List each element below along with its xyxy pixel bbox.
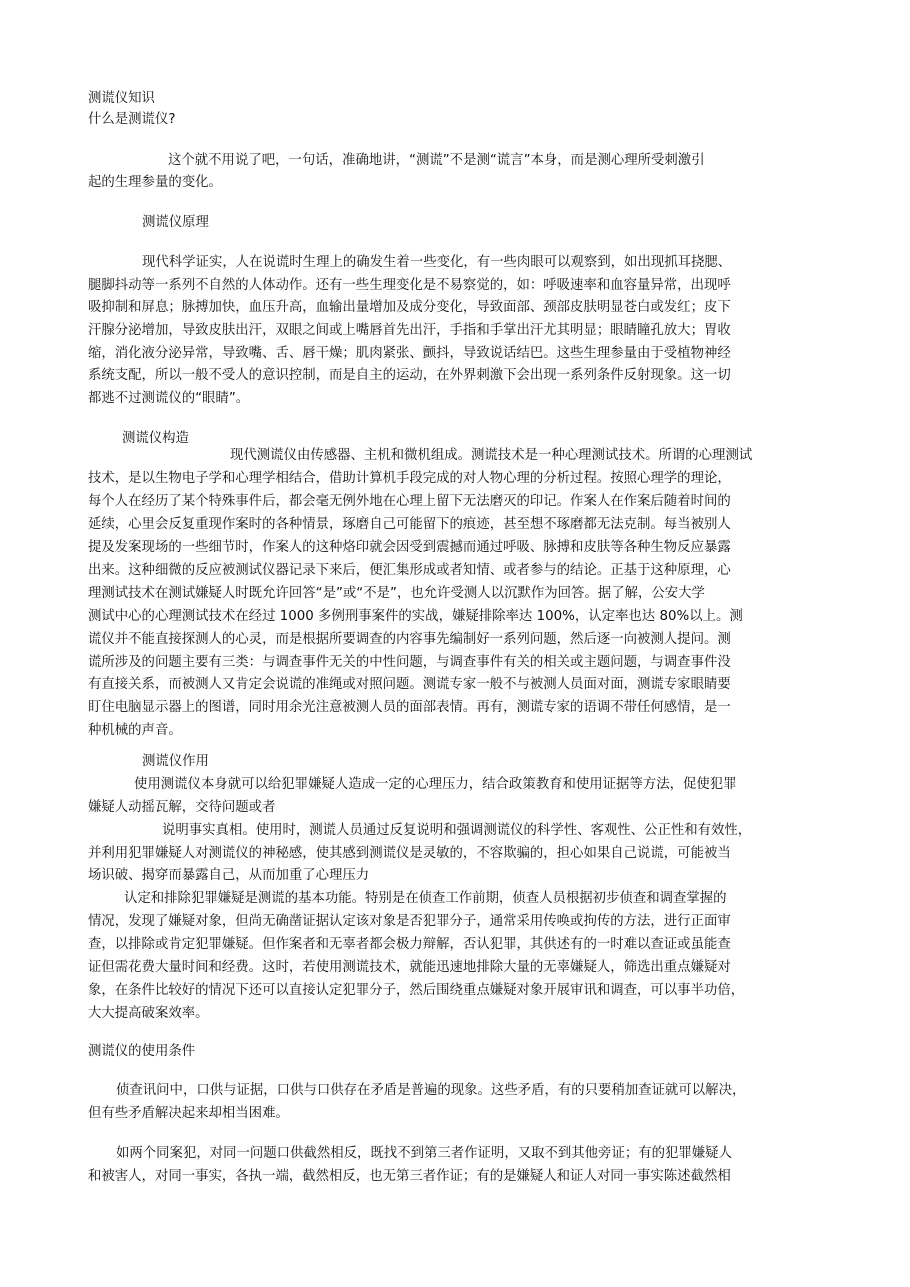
text-line: 场识破、揭穿而暴露自己，从而加重了心理压力 <box>88 868 370 883</box>
section-heading-principle: 测谎仪原理 <box>142 215 209 230</box>
text-line: 如两个同案犯，对同一问题口供截然相反，既找不到第三者作证明，又取不到其他旁证；有的犯罪嫌疑人 <box>116 1146 732 1161</box>
text-line: 侦查讯问中，口供与证据，口供与口供存在矛盾是普遍的现象。这些矛盾，有的只要稍加查证就可以解决， <box>116 1083 746 1098</box>
text-line: 有直接关系，而被测人又肯定会说谎的准绳或对照问题。测谎专家一般不与被测人员面对面，测谎专家眼睛要 <box>88 677 731 692</box>
text-line: 种机械的声音。 <box>88 723 182 738</box>
section-heading-conditions: 测谎仪的使用条件 <box>88 1044 196 1059</box>
text-line: 象，在条件比较好的情况下还可以直接认定犯罪分子，然后围绕重点嫌疑对象开展审讯和调查，可以事半功倍， <box>88 983 745 998</box>
text-line: 并利用犯罪嫌疑人对测谎仪的神秘感，使其感到测谎仪是灵敏的，不容欺骗的，担心如果自己说谎，可能被当 <box>88 846 731 861</box>
text-line: 吸抑制和屏息；脉搏加快，血压升高，血输出量增加及成分变化，导致面部、颈部皮肤明显苍白或发红；皮下 <box>88 300 731 315</box>
text-line: 谎所涉及的问题主要有三类：与调查事件无关的中性问题，与调查事件有关的相关或主题问题，与调查事件没 <box>88 655 731 670</box>
text-line: 和被害人，对同一事实，各执一端，截然相反，也无第三者作证；有的是嫌疑人和证人对同一事实陈述截然相 <box>88 1169 731 1184</box>
text-line: 谎仪并不能直接探测人的心灵，而是根据所要调查的内容事先编制好一系列问题，然后逐一向被测人提问。测 <box>88 632 731 647</box>
text-line: 系统支配，所以一般不受人的意识控制，而是自主的运动，在外界刺激下会出现一系列条件反射现象。这一切 <box>88 368 731 383</box>
text-line: 缩，消化液分泌异常，导致嘴、舌、唇干燥；肌肉紧张、颤抖，导致说话结巴。这些生理参量由于受植物神经 <box>88 346 731 361</box>
text-line: 起的生理参量的变化。 <box>88 175 222 190</box>
document-subtitle: 什么是测谎仪? <box>88 112 176 127</box>
text-line: 说明事实真相。使用时，测谎人员通过反复说明和强调测谎仪的科学性、客观性、公正性和有效性， <box>162 823 752 838</box>
text-line: 认定和排除犯罪嫌疑是测谎的基本功能。特别是在侦查工作前期，侦查人员根据初步侦查和调查掌握的 <box>124 891 727 906</box>
text-line: 证但需花费大量时间和经费。这时，若使用测谎技术，就能迅速地排除大量的无辜嫌疑人，筛选出重点嫌疑对 <box>88 960 731 975</box>
text-line: 情况，发现了嫌疑对象，但尚无确凿证据认定该对象是否犯罪分子，通常采用传唤或拘传的方法，进行正面审 <box>88 914 731 929</box>
text-line: 腿脚抖动等一系列不自然的人体动作。还有一些生理变化是不易察觉的，如：呼吸速率和血容量异常，出现呼 <box>88 278 731 293</box>
text-line: 盯住电脑显示器上的图谱，同时用余光注意被测人员的面部表情。再有，测谎专家的语调不带任何感情，是一 <box>88 700 731 715</box>
text-line: 都逃不过测谎仪的“眼睛”。 <box>88 391 250 406</box>
text-line: 但有些矛盾解决起来却相当困难。 <box>88 1106 289 1121</box>
section-heading-function: 测谎仪作用 <box>142 754 209 769</box>
text-line: 现代测谎仪由传感器、主机和微机组成。测谎技术是一种心理测试技术。所谓的心理测试 <box>230 448 753 463</box>
text-line: 汗腺分泌增加，导致皮肤出汗，双眼之间或上嘴唇首先出汗，手指和手掌出汗尤其明显；眼睛瞳孔放大；胃收 <box>88 323 731 338</box>
text-line: 大大提高破案效率。 <box>88 1006 209 1021</box>
text-line: 延续，心里会反复重现作案时的各种情景，琢磨自己可能留下的痕迹，甚至想不琢磨都无法克制。每当被别人 <box>88 517 731 532</box>
text-line: 测试中心的心理测试技术在经过 1000 多例刑事案件的实战，嫌疑排除率达 100%，认定率也达 80%以上。测 <box>88 609 743 624</box>
text-line: 现代科学证实，人在说谎时生理上的确发生着一些变化，有一些肉眼可以观察到，如出现抓耳挠腮、 <box>142 255 732 270</box>
text-line: 查，以排除或肯定犯罪嫌疑。但作案者和无辜者都会极力辩解，否认犯罪，其供述有的一时难以查证或虽能查 <box>88 937 731 952</box>
text-line: 理测试技术在测试嫌疑人时既允许回答“是”或“不是”，也允许受测人以沉默作为回答。据了解，公安大学 <box>88 586 705 601</box>
text-line: 技术，是以生物电子学和心理学相结合，借助计算机手段完成的对人物心理的分析过程。按照心理学的理论， <box>88 471 731 486</box>
section-heading-structure: 测谎仪构造 <box>122 431 189 446</box>
document-title: 测谎仪知识 <box>88 91 155 106</box>
text-line: 使用测谎仪本身就可以给犯罪嫌疑人造成一定的心理压力，结合政策教育和使用证据等方法，促使犯罪 <box>134 777 737 792</box>
text-line: 出来。这种细微的反应被测试仪器记录下来后，便汇集形成或者知情、或者参与的结论。正基于这种原理，心 <box>88 563 731 578</box>
text-line: 这个就不用说了吧，一句话，准确地讲，“测谎”不是测“谎言”本身，而是测心理所受刺激引 <box>168 153 705 168</box>
text-line: 嫌疑人动摇瓦解，交待问题或者 <box>88 800 276 815</box>
text-line: 提及发案现场的一些细节时，作案人的这种烙印就会因受到震撼而通过呼吸、脉搏和皮肤等各种生物反应暴露 <box>88 540 731 555</box>
text-line: 每个人在经历了某个特殊事件后，都会毫无例外地在心理上留下无法磨灭的印记。作案人在作案后随着时间的 <box>88 494 731 509</box>
